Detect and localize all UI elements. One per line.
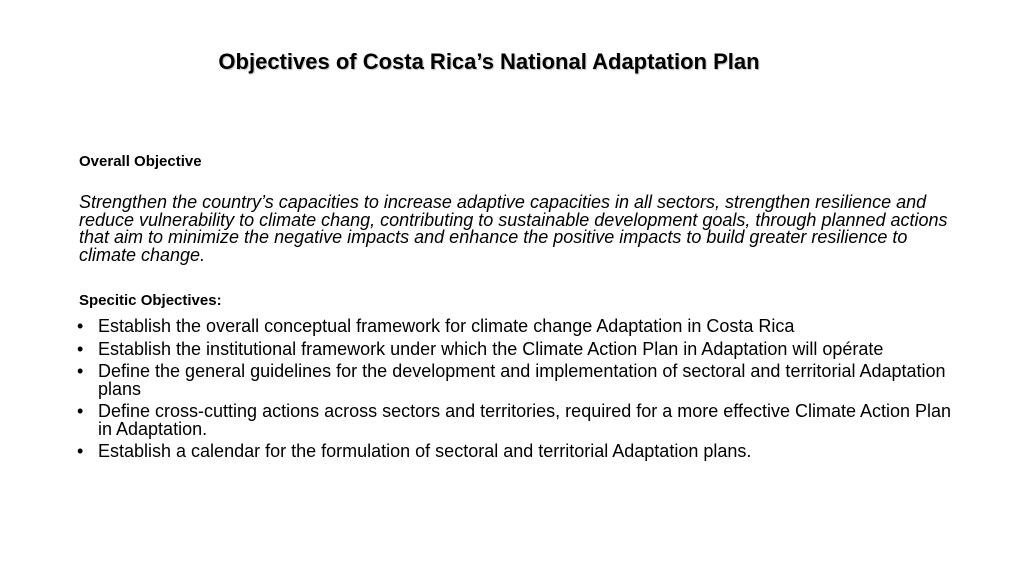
specific-objectives-heading: Specitic Objectives:: [79, 292, 222, 309]
list-item: [77, 318, 957, 336]
specific-objectives-list: [77, 318, 957, 466]
slide-title: Objectives of Costa Rica’s National Adaptation Plan: [218, 49, 760, 74]
overall-objective-heading: Overall Objective: [79, 153, 202, 170]
overall-objective-text: Strengthen the country’s capacities to increase adaptive capacities in all sectors, strengthen resilience and reduce vulnerability to climate chang, contributing to sustainable development goals, through planned actions that aim to minimize the negative impacts and enhance the positive impacts to build greater resilience to climate change.: [79, 192, 948, 265]
objective-text: Define the general guidelines for the development and implementation of sectoral and territorial Adaptation plans: [98, 361, 946, 399]
bullet-icon: •: [77, 401, 84, 421]
bullet-icon: •: [77, 338, 84, 359]
bullet-icon: •: [77, 316, 84, 336]
objective-text: Define cross-cutting actions across sectors and territories, required for a more effective Climate Action Plan in Adaptation.: [98, 401, 952, 439]
list-item: [77, 443, 957, 461]
list-item: [77, 338, 957, 359]
bullet-icon: •: [77, 441, 84, 461]
bullet-icon: •: [77, 361, 84, 381]
objective-text: Establish a calendar for the formulation of sectoral and territorial Adaptation plans.: [98, 441, 752, 461]
list-item: [77, 403, 957, 438]
list-item: [77, 363, 957, 398]
objective-text: Establish the overall conceptual framework for climate change Adaptation in Costa Rica: [98, 316, 795, 336]
objective-text: Establish the institutional framework under which the Climate Action Plan in Adaptation will opérate: [98, 338, 884, 359]
